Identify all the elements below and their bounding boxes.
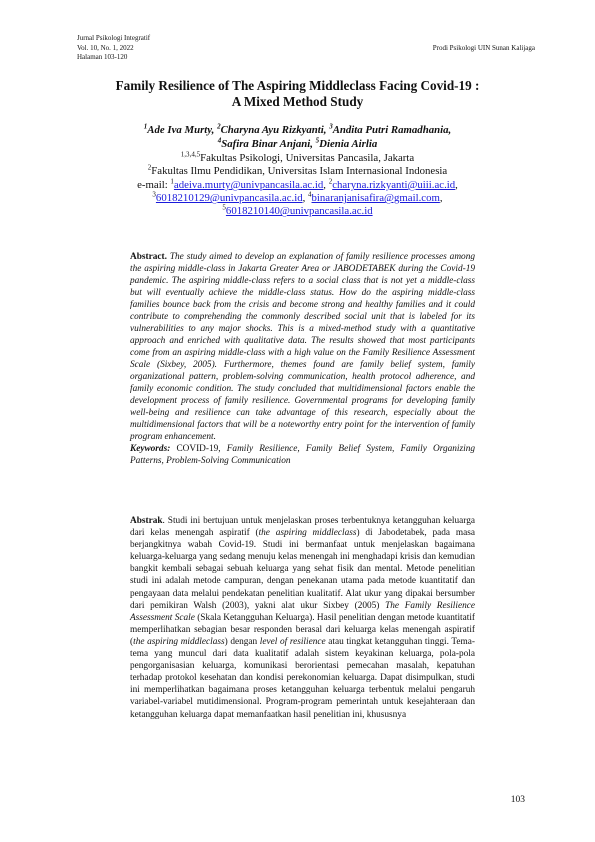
abstract-indonesian: [130, 515, 475, 721]
author-5-sup: 5: [315, 135, 320, 144]
abstrak-part-5: atau tingkat ketangguhan tinggi. Tema-tema yang muncul dari data kualitatif adalah sistem keyakinan keluarga, pola-pola pengorganisasian keluarga, komunikasi berorientasi pemecahan masalah, kepatuhan terhadap protokol kesehatan dan kondisi perekonomian keluarga. Dapat disimpulkan, studi ini memperlihatkan bagaimana proses ketangguhan keluarga terbentuk melalui pengaruh variabel-variabel mutidimensional. Program-program pemerintah untuk kesejahteraan dan ketangguhan keluarga dapat memanfaatkan hasil penelitian ini, khususnya: [130, 636, 475, 720]
author-3: Andita Putri Ramadhania,: [332, 124, 452, 136]
abstrak-part-4: ) dengan: [224, 636, 260, 647]
author-list: [60, 124, 535, 151]
email-link-3[interactable]: 6018210129@univpancasila.ac.id: [155, 192, 303, 205]
author-4-sup: 4: [217, 135, 222, 144]
abstract-body: The study aimed to develop an explanation of family resilience processes among the aspiring middle-class in Jakarta Greater Area or JABODETABEK during the Covid-19 pandemic. The aspiring middle-class refers to a social class that is not yet a middle-class but will eventually achieve the middle-class status. How do the aspiring middle-class families bounce back from the crisis and become strong and healthy families and it could contribute to comprehending the commonly described social unit that is labeled for its vulnerabilities to any major shocks. This is a mixed-method study with a quantitative approach and enriched with qualitative data. The results showed that most participants come from an aspiring middle-class with a high value on the Family Resilience Assessment Scale (Sixbey, 2005). Furthermore, themes found are family belief system, family organizational pattern, problem-solving communication, health protocol adherence, and family economic condition. The study concluded that multidimensional factors enable the development process of family resilience. Governmental programs for developing family well-being and resilience can take advantage of this research, especially about the multidimensional factors that will be a noteworthy entry point for the intervention of family program enhancement.: [130, 252, 475, 442]
abstrak-part-1: . Studi ini bertujuan untuk menjelaskan proses terbentuknya ketangguhan keluarga dari kelas menengah aspiratif (: [130, 516, 475, 539]
abstrak-italic-2: The Family Resilience Assessment Scale: [130, 600, 475, 623]
abstrak-part-3: (Skala Ketangguhan Keluarga). Hasil penelitian dengan metode kuantitatif memperlihatkan sebagian besar responden berasal dari keluarga kelas menengah aspiratif (: [130, 612, 475, 647]
header-right: Prodi Psikologi UIN Sunan Kalijaga: [432, 44, 535, 52]
journal-name: Jurnal Psikologi Integratif: [77, 34, 151, 42]
journal-volume: Vol. 10, No. 1, 2022: [77, 43, 134, 52]
author-4: Safira Binar Anjani,: [221, 137, 316, 150]
abstrak-part-2: ) di Jabodetabek, pada masa berjangkitnya wabah Covid-19. Studi ini bermanfaat untuk menjelaskan bagaimana keluarga-keluarga yang sedang menuju kelas menengah ini menghadapi krisis dan kemudian bangkit kembali sebagai sebuah keluarga yang sehat fisik dan mental. Metode penelitian studi ini adalah metode campuran, dengan penekanan utama pada metode kuantitatif dan pengayaan data melalui pendekatan penelitian kualitatif. Alat ukur yang dipakai bersumber dari pemikiran Walsh (2003), yakni alat ukur Sixbey (2005): [130, 528, 475, 611]
email-link-4[interactable]: binaranjanisafira@gmail.com: [311, 192, 440, 205]
email-3-sup: 3: [152, 190, 156, 199]
author-2-sup: 2: [217, 122, 221, 131]
abstrak-lead: Abstrak: [130, 516, 163, 526]
abstrak-italic-3: the aspiring middleclass: [133, 636, 225, 647]
keywords-rest: Family Resilience, Family Belief System, Family Organizing Patterns, Problem-Solving Communication: [130, 444, 475, 466]
email-4-sup: 4: [308, 190, 312, 199]
email-2-sup: 2: [328, 177, 333, 186]
author-2: Charyna Ayu Rizkyanti,: [220, 124, 330, 136]
author-1-sup: 1: [143, 122, 148, 131]
email-5-sup: 5: [222, 203, 226, 212]
email-link-2[interactable]: charyna.rizkyanti@uiii.ac.id: [332, 179, 456, 191]
affiliation-2-sup: 2: [147, 163, 152, 172]
abstrak-italic-4: level of resilience: [259, 636, 326, 647]
email-label: e-mail:: [137, 179, 171, 191]
journal-pages: Halaman 103-120: [77, 53, 128, 61]
email-link-5[interactable]: 6018210140@univpancasila.ac.id: [225, 205, 373, 218]
title-line-2: A Mixed Method Study: [231, 93, 364, 109]
affiliation-1: Fakultas Psikologi, Universitas Pancasila, Jakarta: [200, 152, 415, 164]
author-5: Dienia Airlia: [319, 137, 378, 150]
journal-header: [77, 34, 150, 63]
email-link-1[interactable]: adeiva.murty@univpancasila.ac.id: [173, 179, 324, 191]
author-3-sup: 3: [329, 122, 333, 131]
abstrak-italic-1: the aspiring middleclass: [258, 528, 357, 539]
title-line-1: Family Resilience of The Aspiring Middleclass Facing Covid-19 :: [115, 78, 480, 93]
abstract-english: [130, 251, 475, 467]
keywords-first: COVID-19,: [170, 444, 221, 454]
email-1-sup: 1: [170, 177, 174, 186]
paper-title: [60, 78, 535, 109]
page-number: 103: [510, 795, 525, 805]
abstract-lead: Abstract.: [130, 252, 167, 262]
author-1: Ade Iva Murty,: [147, 124, 218, 136]
affiliation-2: Fakultas Ilmu Pendidikan, Universitas Islam Internasional Indonesia: [151, 165, 448, 178]
affiliations: [60, 152, 535, 178]
affiliation-1-sup: 1,3,4,5: [180, 150, 201, 159]
email-block: e-mail: $^1$adeiva.murty@univpancasila.ac.id, $^2$charyna.rizkyanti@uiii.ac.id, $^3$6018210129@univpancasila.ac.id, $^4$binaranjanisafira@gmail.com, $^5$6018210140@univpancasila.ac.id: [137, 177, 458, 218]
keywords-label: Keywords:: [130, 444, 171, 454]
